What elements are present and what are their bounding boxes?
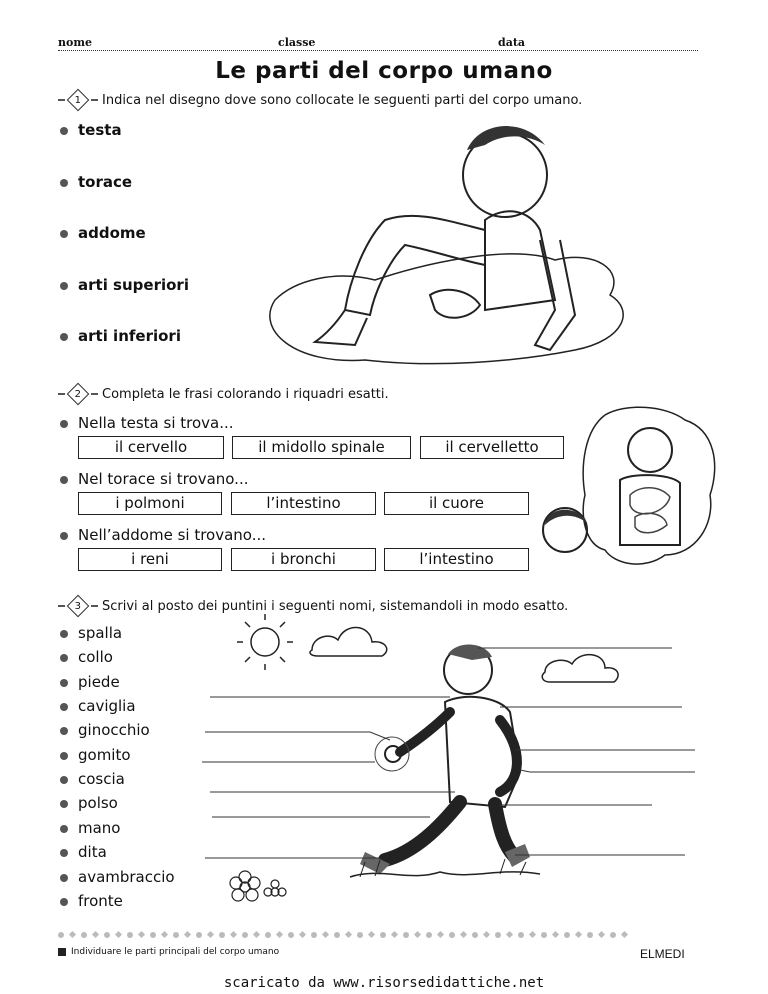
header-dotted-line [58,50,698,51]
word-item: coscia [60,770,125,788]
instruction-text: Completa le frasi colorando i riquadri esatti. [102,386,389,402]
class-label: classe [278,36,316,49]
question-3: Nell’addome si trovano... [60,526,266,544]
word-item: gomito [60,746,131,764]
publisher-logo: ELMEDI [640,947,685,961]
answer-box[interactable]: l’intestino [384,548,529,571]
answer-box[interactable]: il midollo spinale [232,436,411,459]
anatomy-bubble-illustration [535,405,720,580]
square-bullet-icon [58,948,66,956]
part-item: arti inferiori [60,327,181,345]
part-item: torace [60,173,132,191]
date-label: data [498,36,526,49]
answer-box[interactable]: i reni [78,548,222,571]
word-item: caviglia [60,697,136,715]
answer-box[interactable]: i bronchi [231,548,376,571]
walking-man-illustration [200,612,720,922]
sitting-boy-illustration [255,110,635,370]
answer-box[interactable]: il cervelletto [420,436,564,459]
word-item: spalla [60,624,122,642]
word-item: fronte [60,892,123,910]
exercise-1-instruction [58,92,582,108]
word-item: dita [60,843,107,861]
word-item: avambraccio [60,868,175,886]
part-item: testa [60,121,122,139]
answer-box[interactable]: l’intestino [231,492,376,515]
exercise-number-badge: 2 [58,386,98,402]
exercise-2-instruction [58,386,389,402]
exercise-number-badge: 3 [58,598,98,614]
download-source[interactable]: scaricato da www.risorsedidattiche.net [223,975,545,991]
part-item: arti superiori [60,276,189,294]
instruction-text: Scrivi al posto dei puntini i seguenti nomi, sistemandoli in modo esatto. [102,598,569,614]
answer-box[interactable]: i polmoni [78,492,222,515]
question-2: Nel torace si trovano... [60,470,249,488]
word-item: collo [60,648,113,666]
word-item: polso [60,794,118,812]
answer-box[interactable]: il cervello [78,436,224,459]
exercise-number-badge: 1 [58,92,98,108]
instruction-text: Indica nel disegno dove sono collocate le seguenti parti del corpo umano. [102,92,583,108]
part-item: addome [60,224,146,242]
word-item: ginocchio [60,721,150,739]
word-item: piede [60,673,120,691]
question-1: Nella testa si trova... [60,414,234,432]
word-item: mano [60,819,121,837]
answer-box[interactable]: il cuore [384,492,529,515]
name-label: nome [58,36,92,49]
learning-objective: Individuare le parti principali del corpo umano [58,947,279,957]
page-title: Le parti del corpo umano [215,58,553,84]
footer-dotted-divider [58,932,708,938]
